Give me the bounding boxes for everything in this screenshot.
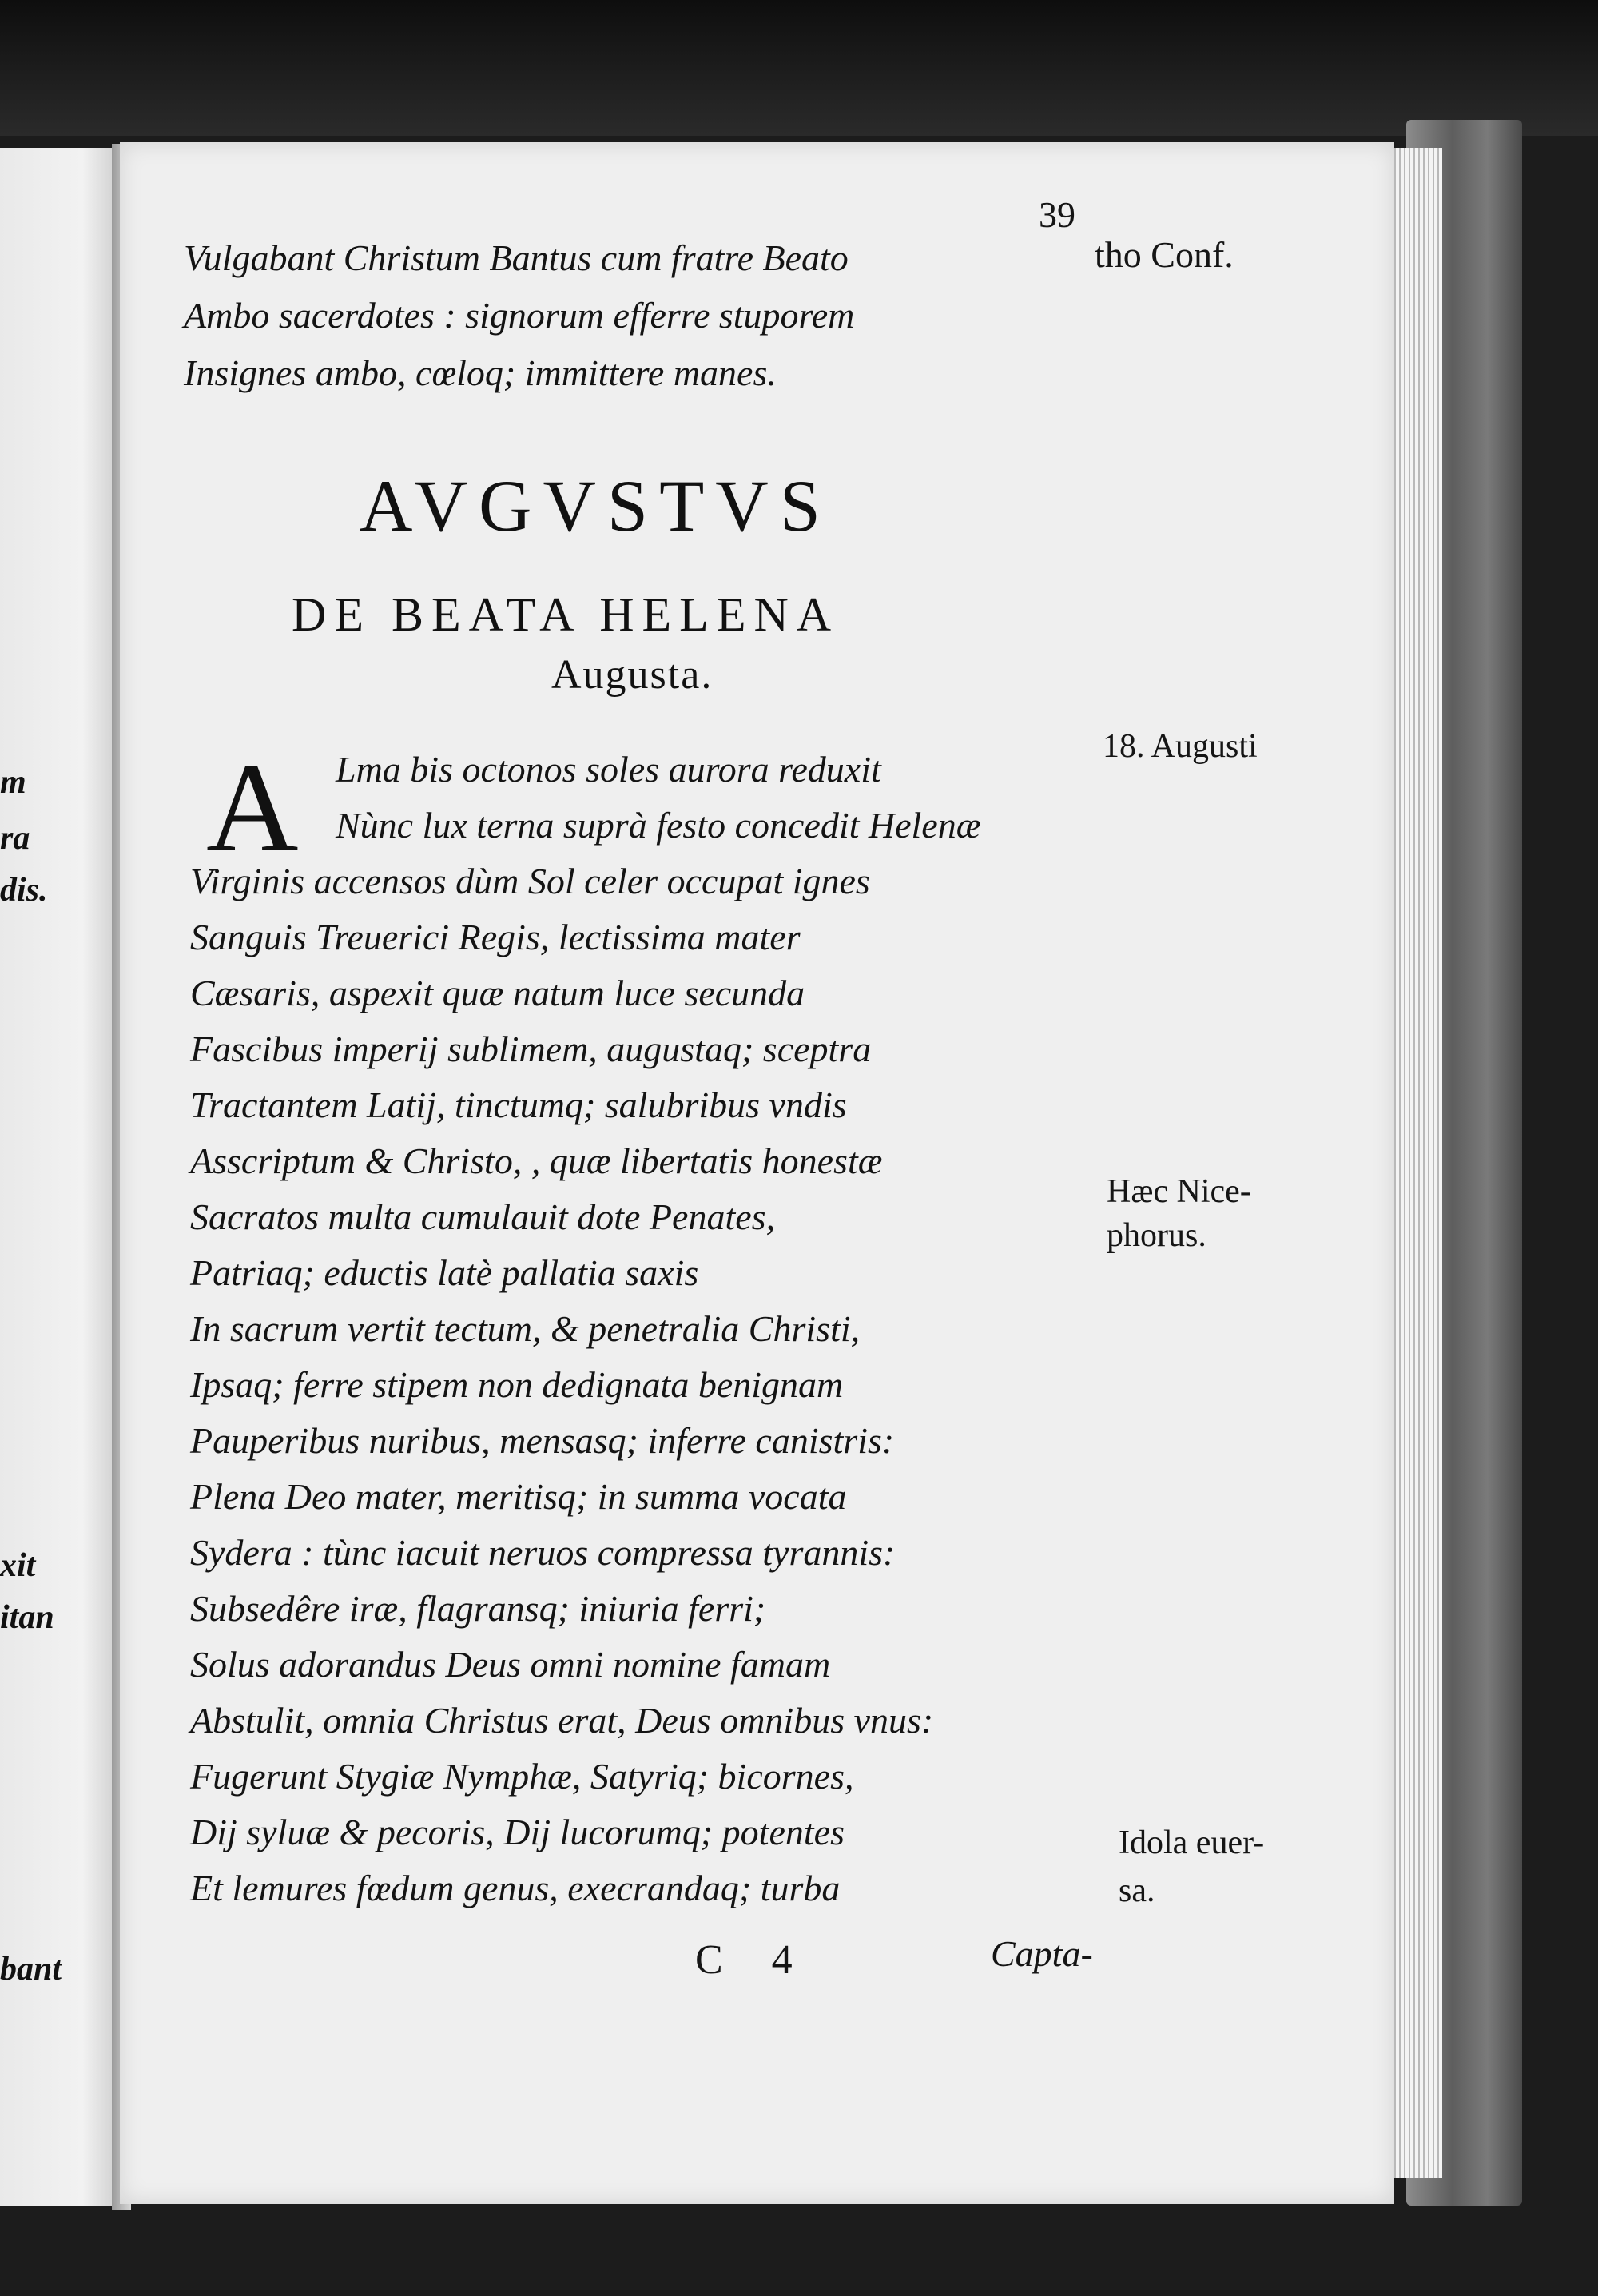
poem-line: Solus adorandus Deus omni nomine famam <box>190 1644 831 1685</box>
poem-line: Sydera : tùnc iacuit neruos compressa tyrannis: <box>190 1532 896 1573</box>
left-page-fragment: itan <box>0 1599 54 1636</box>
left-page <box>0 148 118 2206</box>
margin-note-source: phorus. <box>1107 1217 1206 1254</box>
section-title: AVGVSTVS <box>360 465 832 547</box>
opening-line: Vulgabant Christum Bantus cum fratre Beato <box>184 237 849 278</box>
poem-line: Sanguis Treuerici Regis, lectissima mater <box>190 917 801 957</box>
poem-line: Subsedêre iræ, flagransq; iniuria ferri; <box>190 1588 766 1629</box>
catchword: Capta- <box>991 1933 1093 1974</box>
poem-line: Plena Deo mater, meritisq; in summa vocata <box>190 1476 847 1517</box>
margin-note-date: 18. Augusti <box>1103 728 1258 765</box>
poem-line: Patriaq; eductis latè pallatia saxis <box>190 1252 699 1293</box>
left-page-fragment: ra <box>0 820 30 857</box>
poem-line: Lma bis octonos soles aurora reduxit <box>336 749 881 790</box>
poem-line: Abstulit, omnia Christus erat, Deus omnibus vnus: <box>190 1700 934 1741</box>
poem-line: Pauperibus nuribus, mensasq; inferre canistris: <box>190 1420 895 1461</box>
left-page-fragment: dis. <box>0 872 48 909</box>
poem-line: Asscriptum & Christo, , quæ libertatis honestæ <box>190 1140 883 1181</box>
poem-line: Sacratos multa cumulauit dote Penates, <box>190 1196 776 1237</box>
left-page-fragment: bant <box>0 1951 62 1988</box>
poem-line: Fascibus imperij sublimem, augustaq; sceptra <box>190 1029 872 1069</box>
margin-note-idols: sa. <box>1119 1872 1155 1909</box>
running-head: tho Conf. <box>1095 234 1234 275</box>
left-page-fragment: xit <box>0 1547 36 1584</box>
margin-note-idols: Idola euer- <box>1119 1824 1265 1861</box>
poem-line: Dij syluæ & pecoris, Dij lucorumq; potentes <box>190 1812 845 1852</box>
section-subtitle: DE BEATA HELENA <box>292 588 840 641</box>
background-top <box>0 0 1598 136</box>
poem-line: Ipsaq; ferre stipem non dedignata benignam <box>190 1364 844 1405</box>
drop-cap: A <box>206 736 299 878</box>
left-page-fragment: m <box>0 764 26 801</box>
opening-line: Ambo sacerdotes : signorum efferre stuporem <box>184 295 855 336</box>
page-edges <box>1386 148 1442 2178</box>
poem-line: In sacrum vertit tectum, & penetralia Christi, <box>190 1308 861 1349</box>
section-subtitle-2: Augusta. <box>551 652 714 698</box>
signature-mark: C 4 <box>695 1937 812 1983</box>
page-number: 39 <box>1039 194 1075 235</box>
poem-line: Et lemures fœdum genus, execrandaq; turba <box>190 1868 841 1908</box>
poem-line: Cæsaris, aspexit quæ natum luce secunda <box>190 973 805 1013</box>
opening-line: Insignes ambo, cœloq; immittere manes. <box>184 352 777 393</box>
poem-line: Nùnc lux terna suprà festo concedit Helenæ <box>336 805 981 846</box>
poem-line: Tractantem Latij, tinctumq; salubribus vndis <box>190 1084 847 1125</box>
poem-line: Virginis accensos dùm Sol celer occupat ignes <box>190 861 870 901</box>
poem-line: Fugerunt Stygiæ Nymphæ, Satyriq; bicornes, <box>190 1756 854 1797</box>
margin-note-source: Hæc Nice- <box>1107 1173 1251 1210</box>
